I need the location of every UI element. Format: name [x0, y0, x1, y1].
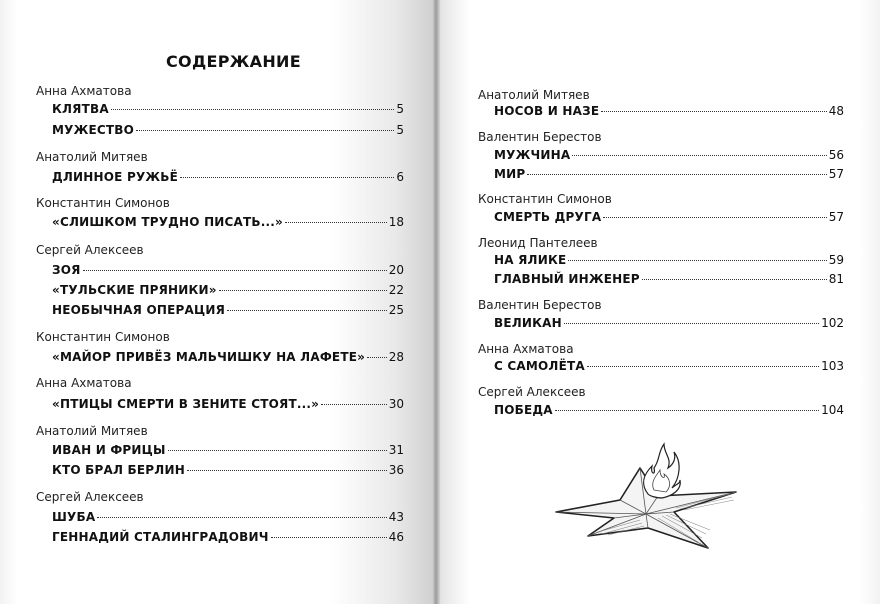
toc-entry[interactable] — [494, 316, 844, 332]
entry-title: ПОБЕДА — [494, 403, 553, 417]
author-name: Леонид Пантелеев — [478, 236, 598, 250]
dot-leader — [285, 222, 387, 223]
page-number: 36 — [388, 463, 404, 477]
dot-leader — [603, 217, 826, 218]
dot-leader — [601, 111, 826, 112]
page-number: 5 — [396, 102, 404, 116]
dot-leader — [187, 470, 387, 471]
dot-leader — [572, 155, 826, 156]
author-name: Сергей Алексеев — [36, 243, 144, 257]
entry-title: ГЕННАДИЙ СТАЛИНГРАДОВИЧ — [52, 530, 269, 544]
page-number: 6 — [396, 170, 404, 184]
page-number: 5 — [396, 123, 404, 137]
dot-leader — [555, 410, 819, 411]
page-number: 57 — [828, 210, 844, 224]
entry-title: ДЛИННОЕ РУЖЬЁ — [52, 170, 179, 184]
page-number: 22 — [388, 283, 404, 297]
author-name: Анна Ахматова — [478, 342, 574, 356]
toc-entry[interactable] — [494, 210, 844, 226]
toc-entry[interactable] — [52, 463, 404, 479]
toc-entry[interactable] — [52, 397, 404, 413]
toc-entry[interactable] — [52, 263, 404, 279]
page-number: 81 — [828, 272, 844, 286]
dot-leader — [642, 279, 827, 280]
page-number: 28 — [388, 350, 404, 364]
dot-leader — [83, 270, 387, 271]
entry-title: НОСОВ И НАЗЕ — [494, 104, 600, 118]
entry-title: ИВАН И ФРИЦЫ — [52, 443, 166, 457]
author-name: Сергей Алексеев — [36, 490, 144, 504]
entry-title: «МАЙОР ПРИВЁЗ МАЛЬЧИШКУ НА ЛАФЕТЕ» — [52, 350, 366, 364]
page-number: 43 — [388, 510, 404, 524]
author-name: Анатолий Митяев — [36, 150, 148, 164]
page-number: 46 — [388, 530, 404, 544]
dot-leader — [527, 174, 826, 175]
toc-entry[interactable] — [52, 443, 404, 459]
dot-leader — [180, 177, 394, 178]
dot-leader — [271, 537, 387, 538]
entry-title: СМЕРТЬ ДРУГА — [494, 210, 602, 224]
toc-entry[interactable] — [52, 102, 404, 118]
dot-leader — [111, 109, 395, 110]
toc-entry[interactable] — [52, 530, 404, 546]
dot-leader — [587, 366, 819, 367]
dot-leader — [168, 450, 387, 451]
page-number: 57 — [828, 167, 844, 181]
entry-title: КЛЯТВА — [52, 102, 109, 116]
toc-entry[interactable] — [494, 104, 844, 120]
page-number: 25 — [388, 303, 404, 317]
toc-entry[interactable] — [52, 123, 404, 139]
entry-title: МУЖЕСТВО — [52, 123, 135, 137]
toc-entry[interactable] — [494, 403, 844, 419]
page-number: 59 — [828, 253, 844, 267]
dot-leader — [219, 290, 387, 291]
toc-entry[interactable] — [494, 253, 844, 269]
author-name: Константин Симонов — [36, 196, 170, 210]
toc-entry[interactable] — [494, 359, 844, 375]
book-gutter — [432, 0, 440, 604]
author-name: Валентин Берестов — [478, 130, 602, 144]
toc-entry[interactable] — [494, 148, 844, 164]
entry-title: «СЛИШКОМ ТРУДНО ПИСАТЬ...» — [52, 215, 284, 229]
toc-entry[interactable] — [52, 350, 404, 366]
dot-leader — [568, 260, 826, 261]
toc-entry[interactable] — [52, 170, 404, 186]
eternal-flame-star-icon — [548, 438, 778, 558]
toc-entry[interactable] — [52, 510, 404, 526]
author-name: Анна Ахматова — [36, 376, 132, 390]
author-name: Анатолий Митяев — [36, 424, 148, 438]
page-number: 102 — [821, 316, 844, 330]
entry-title: «ПТИЦЫ СМЕРТИ В ЗЕНИТЕ СТОЯТ...» — [52, 397, 320, 411]
toc-entry[interactable] — [52, 283, 404, 299]
entry-title: КТО БРАЛ БЕРЛИН — [52, 463, 185, 477]
author-name: Константин Симонов — [36, 330, 170, 344]
dot-leader — [321, 404, 387, 405]
toc-entry[interactable] — [494, 167, 844, 183]
page-number: 20 — [388, 263, 404, 277]
author-name: Сергей Алексеев — [478, 385, 586, 399]
entry-title: С САМОЛЁТА — [494, 359, 585, 373]
author-name: Анатолий Митяев — [478, 88, 590, 102]
dot-leader — [564, 323, 819, 324]
page-number: 104 — [821, 403, 844, 417]
entry-title: НЕОБЫЧНАЯ ОПЕРАЦИЯ — [52, 303, 226, 317]
toc-entry[interactable] — [494, 272, 844, 288]
page-number: 103 — [821, 359, 844, 373]
toc-entry[interactable] — [52, 215, 404, 231]
page-number: 48 — [828, 104, 844, 118]
dot-leader — [97, 517, 386, 518]
dot-leader — [227, 310, 387, 311]
toc-entry[interactable] — [52, 303, 404, 319]
dot-leader — [136, 130, 394, 131]
page-number: 31 — [388, 443, 404, 457]
page-number: 18 — [388, 215, 404, 229]
author-name: Валентин Берестов — [478, 298, 602, 312]
author-name: Константин Симонов — [478, 192, 612, 206]
dot-leader — [367, 357, 387, 358]
entry-title: МИР — [494, 167, 526, 181]
page-number: 56 — [828, 148, 844, 162]
entry-title: «ТУЛЬСКИЕ ПРЯНИКИ» — [52, 283, 217, 297]
page-number: 30 — [388, 397, 404, 411]
entry-title: ЗОЯ — [52, 263, 81, 277]
entry-title: ГЛАВНЫЙ ИНЖЕНЕР — [494, 272, 640, 286]
page-title: СОДЕРЖАНИЕ — [166, 52, 301, 71]
entry-title: ВЕЛИКАН — [494, 316, 562, 330]
entry-title: НА ЯЛИКЕ — [494, 253, 567, 267]
entry-title: ШУБА — [52, 510, 96, 524]
left-page — [0, 0, 432, 604]
author-name: Анна Ахматова — [36, 84, 132, 98]
entry-title: МУЖЧИНА — [494, 148, 571, 162]
